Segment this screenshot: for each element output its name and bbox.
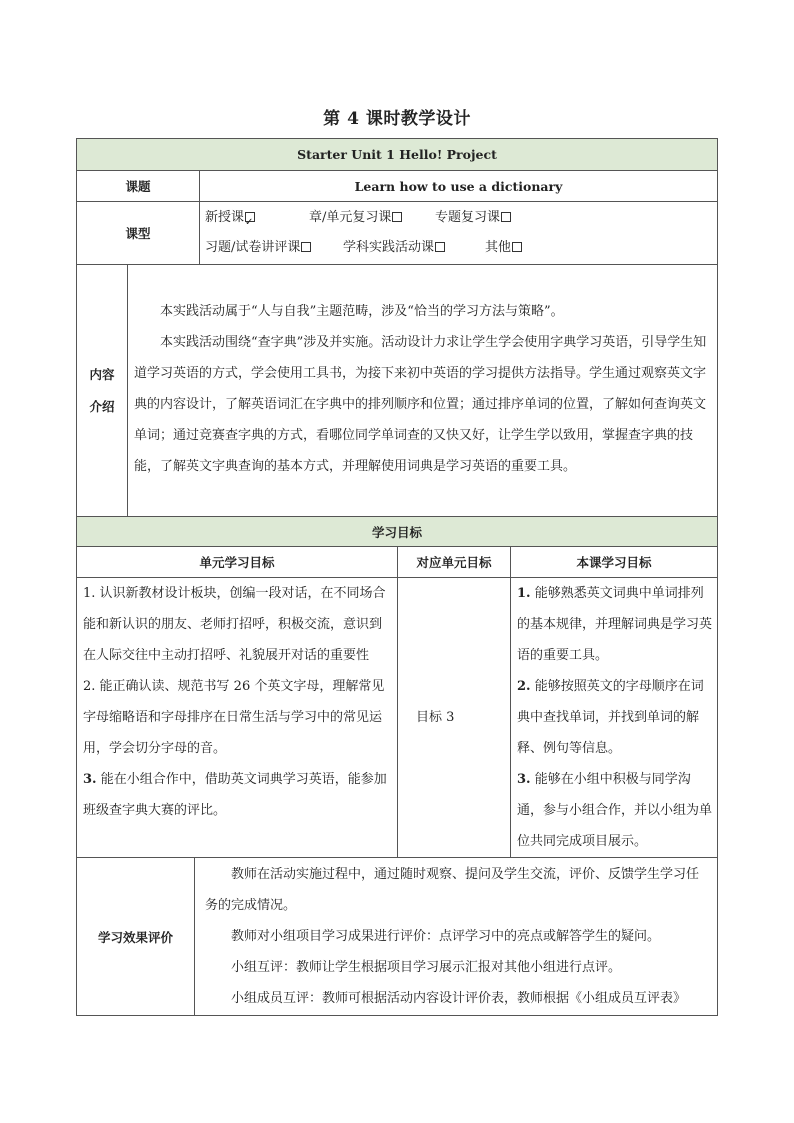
- unit-objectives-list: [77, 578, 398, 858]
- intro-label: 内容 介绍: [77, 265, 128, 517]
- topic-label: 课题: [77, 171, 200, 202]
- col-mapped-objectives: 对应单元目标: [398, 547, 511, 578]
- unit-objective-item: 2. 能正确认读、规范书写 26 个英文字母，理解常见字母缩略语和字母排序在日常生活与学习中的常见运用，学会切分字母的音。: [83, 679, 385, 756]
- col-lesson-objectives: 本课学习目标: [511, 547, 717, 578]
- col-unit-objectives: 单元学习目标: [77, 547, 398, 578]
- evaluation-label: 学习效果评价: [77, 858, 195, 1015]
- intro-paragraph: 本实践活动围绕“查字典”涉及并实施。活动设计力求让学生学会使用字典学习英语，引导学生知道学习英语的方式，学会使用工具书，为接下来初中英语的学习提供方法指导。学生通过观察英文字典的内容设计，了解英语词汇在字典中的排列顺序和位置；通过排序单词的位置，了解如何查询英文单词；通过竞赛查字典的方式，看哪位同学单词查的又快又好，让学生学以致用，掌握查字典的技能，了解英文字典查询的基本方式，并理解使用词典是学习英语的重要工具。: [134, 335, 707, 474]
- checked-box-icon: [245, 212, 255, 222]
- objectives-title: 学习目标: [77, 517, 717, 547]
- unit-objective-item: 1. 认识新教材设计板块，创编一段对话，在不同场合能和新认识的朋友、老师打招呼，积极交流，意识到在人际交往中主动打招呼、礼貌展开对话的重要性: [83, 586, 386, 663]
- lesson-type-new[interactable]: 新授课✓: [205, 203, 309, 233]
- evaluation-paragraph: 教师对小组项目学习成果进行评价：点评学习中的亮点或解答学生的疑问。: [231, 929, 661, 944]
- lesson-type-topic-review[interactable]: 专题复习课: [435, 203, 511, 233]
- lesson-type-other[interactable]: 其他: [485, 233, 522, 263]
- lesson-plan-table: [76, 138, 718, 1016]
- lesson-objective-item: 3. 能够在小组中积极与同学沟通，参与小组合作，并以小组为单位共同完成项目展示。: [517, 772, 713, 849]
- intro-paragraph: 本实践活动属于“人与自我”主题范畴，涉及“恰当的学习方法与策略”。: [160, 304, 564, 319]
- lesson-type-exercise-review[interactable]: 习题/试卷讲评课: [205, 233, 343, 263]
- lesson-objective-item: 2. 能够按照英文的字母顺序在词典中查找单词，并找到单词的解释、例句等信息。: [517, 679, 704, 756]
- evaluation-content: [195, 858, 717, 1015]
- checkbox-icon: [301, 242, 311, 252]
- evaluation-paragraph: 教师在活动实施过程中，通过随时观察、提问及学生交流，评价、反馈学生学习任务的完成情况。: [205, 867, 700, 913]
- unit-header: Starter Unit 1 Hello! Project: [77, 139, 717, 171]
- page-title: 第 4 课时教学设计: [323, 109, 471, 129]
- evaluation-paragraph: 小组互评：教师让学生根据项目学习展示汇报对其他小组进行点评。: [231, 960, 622, 975]
- checkbox-icon: [435, 242, 445, 252]
- lesson-type-practice[interactable]: 学科实践活动课: [343, 233, 485, 263]
- unit-objective-item: 3. 能在小组合作中，借助英文词典学习英语，能参加班级查字典大赛的评比。: [83, 772, 387, 818]
- checkbox-icon: [392, 212, 402, 222]
- lesson-objective-item: 1. 能够熟悉英文词典中单词排列的基本规律，并理解词典是学习英语的重要工具。: [517, 586, 713, 663]
- evaluation-paragraph: 小组成员互评：教师可根据活动内容设计评价表，教师根据《小组成员互评表》: [231, 991, 687, 1006]
- checkbox-icon: [501, 212, 511, 222]
- intro-content: [128, 265, 717, 517]
- lesson-objectives-list: [511, 578, 717, 858]
- lesson-type-unit-review[interactable]: 章/单元复习课: [309, 203, 435, 233]
- topic-value: Learn how to use a dictionary: [200, 171, 717, 202]
- lesson-type-options: [200, 202, 717, 265]
- lesson-type-label: 课型: [77, 202, 200, 265]
- mapped-objective: 目标 3: [398, 578, 511, 858]
- checkbox-icon: [512, 242, 522, 252]
